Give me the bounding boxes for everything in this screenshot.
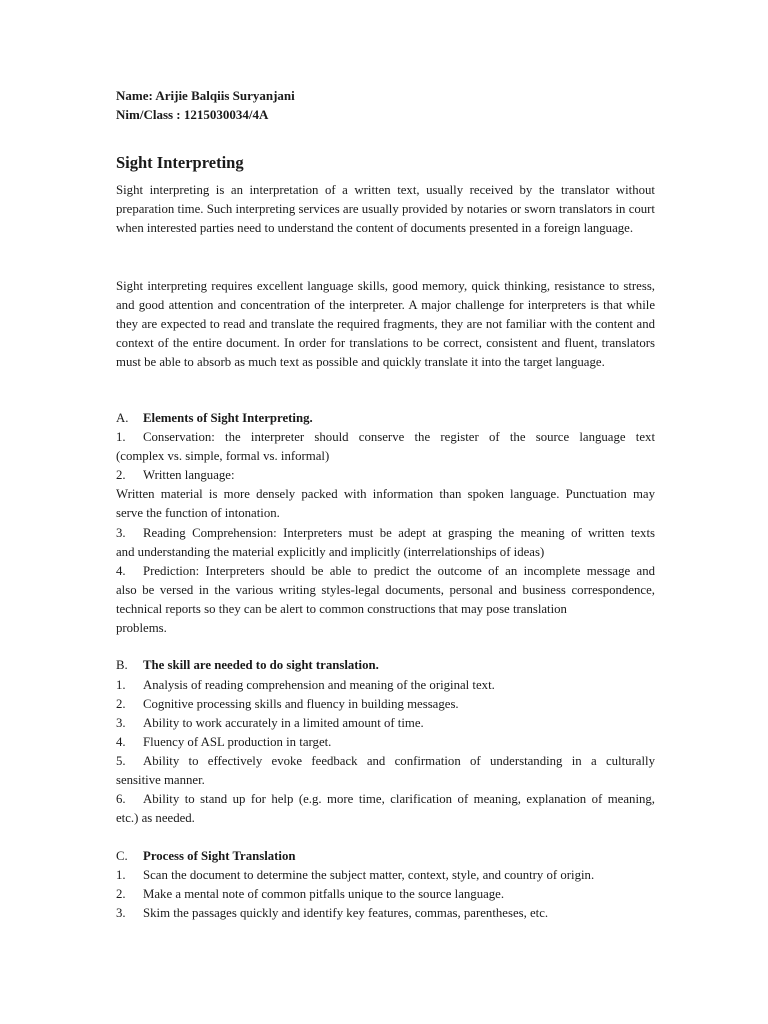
list-item (116, 752, 655, 771)
list-item (116, 676, 655, 695)
list-item-cont: etc.) as needed. (116, 811, 195, 825)
item-text: Make a mental note of common pitfalls unique to the source language. (143, 887, 505, 901)
section-b-letter: B. (116, 658, 128, 672)
item-number: 4. (116, 564, 126, 578)
section-a-title: Elements of Sight Interpreting. (143, 411, 313, 425)
item-text: Prediction: Interpreters should be able to predict the outcome of an incomplete message and (143, 564, 655, 578)
item-text: Conservation: the interpreter should conserve the register of the source language text (143, 430, 655, 444)
section-a-item-1 (116, 428, 655, 447)
item-text: Ability to work accurately in a limited amount of time. (143, 716, 424, 730)
section-a-item-4-cont: problems. (116, 621, 167, 635)
list-item (116, 714, 655, 733)
item-number: 2. (116, 697, 126, 711)
item-number: 2. (116, 468, 126, 482)
student-name: Name: Arijie Balqiis Suryanjani (116, 88, 295, 103)
section-a-heading (116, 409, 655, 428)
section-a-item-4-cont: technical reports so they can be alert to common constructions that may pose translation (116, 602, 567, 616)
section-a-item-4 (116, 562, 655, 581)
item-text: Analysis of reading comprehension and meaning of the original text. (143, 678, 495, 692)
section-c-heading (116, 847, 655, 866)
section-c-title: Process of Sight Translation (143, 849, 296, 863)
list-item (116, 790, 655, 809)
item-text: Reading Comprehension: Interpreters must be adept at grasping the meaning of written texts (143, 526, 655, 540)
item-text: Cognitive processing skills and fluency in building messages. (143, 697, 459, 711)
list-item (116, 733, 655, 752)
list-item (116, 695, 655, 714)
item-number: 2. (116, 887, 126, 901)
item-text: Fluency of ASL production in target. (143, 735, 332, 749)
item-number: 1. (116, 868, 126, 882)
item-number: 6. (116, 792, 126, 806)
section-b-heading (116, 656, 655, 675)
section-a-item-1-cont: (complex vs. simple, formal vs. informal) (116, 449, 330, 463)
item-number: 4. (116, 735, 126, 749)
list-item-cont: sensitive manner. (116, 773, 205, 787)
item-text: Ability to effectively evoke feedback and confirmation of understanding in a culturally (143, 754, 655, 768)
section-b-title: The skill are needed to do sight translation. (143, 658, 379, 672)
item-number: 1. (116, 430, 126, 444)
intro-paragraph-2: Sight interpreting requires excellent language skills, good memory, quick thinking, resistance to stress, and good attention and concentration of the interpreter. A major challenge for interpreters is that while they are expected to read and translate the required fragments, they are not familiar with the content and context of the entire document. In order for translations to be correct, consistent and fluent, translators must be able to absorb as much text as possible and quickly translate it into the target language. (116, 279, 655, 369)
section-a-item-3-cont: and understanding the material explicitly and implicitly (interrelationships of ideas) (116, 545, 545, 559)
section-c-letter: C. (116, 849, 128, 863)
student-nim-class: Nim/Class : 1215030034/4A (116, 107, 269, 122)
item-text: Skim the passages quickly and identify key features, commas, parentheses, etc. (143, 906, 549, 920)
list-item (116, 885, 655, 904)
page-title: Sight Interpreting (116, 153, 244, 172)
section-a-item-3 (116, 524, 655, 543)
item-number: 3. (116, 716, 126, 730)
intro-paragraph-1: Sight interpreting is an interpretation of a written text, usually received by the translator without preparation time. Such interpreting services are usually provided by notaries or sworn translators in court when interested parties need to understand the content of documents presented in a foreign language. (116, 183, 655, 235)
section-a-item-4-cont: also be versed in the various writing styles-legal documents, personal and business correspondence, (116, 583, 655, 597)
list-item (116, 904, 655, 923)
section-a-item-2-body: Written material is more densely packed with information than spoken language. Punctuation may (116, 487, 655, 501)
item-number: 3. (116, 906, 126, 920)
item-number: 3. (116, 526, 126, 540)
section-a-item-2-cont: serve the function of intonation. (116, 506, 280, 520)
item-text: Ability to stand up for help (e.g. more time, clarification of meaning, explanation of meaning, (143, 792, 655, 806)
list-item (116, 866, 655, 885)
item-text: Scan the document to determine the subject matter, context, style, and country of origin. (143, 868, 595, 882)
section-a-letter: A. (116, 411, 129, 425)
item-number: 5. (116, 754, 126, 768)
item-number: 1. (116, 678, 126, 692)
item-text: Written language: (143, 468, 235, 482)
section-a-item-2 (116, 466, 655, 485)
